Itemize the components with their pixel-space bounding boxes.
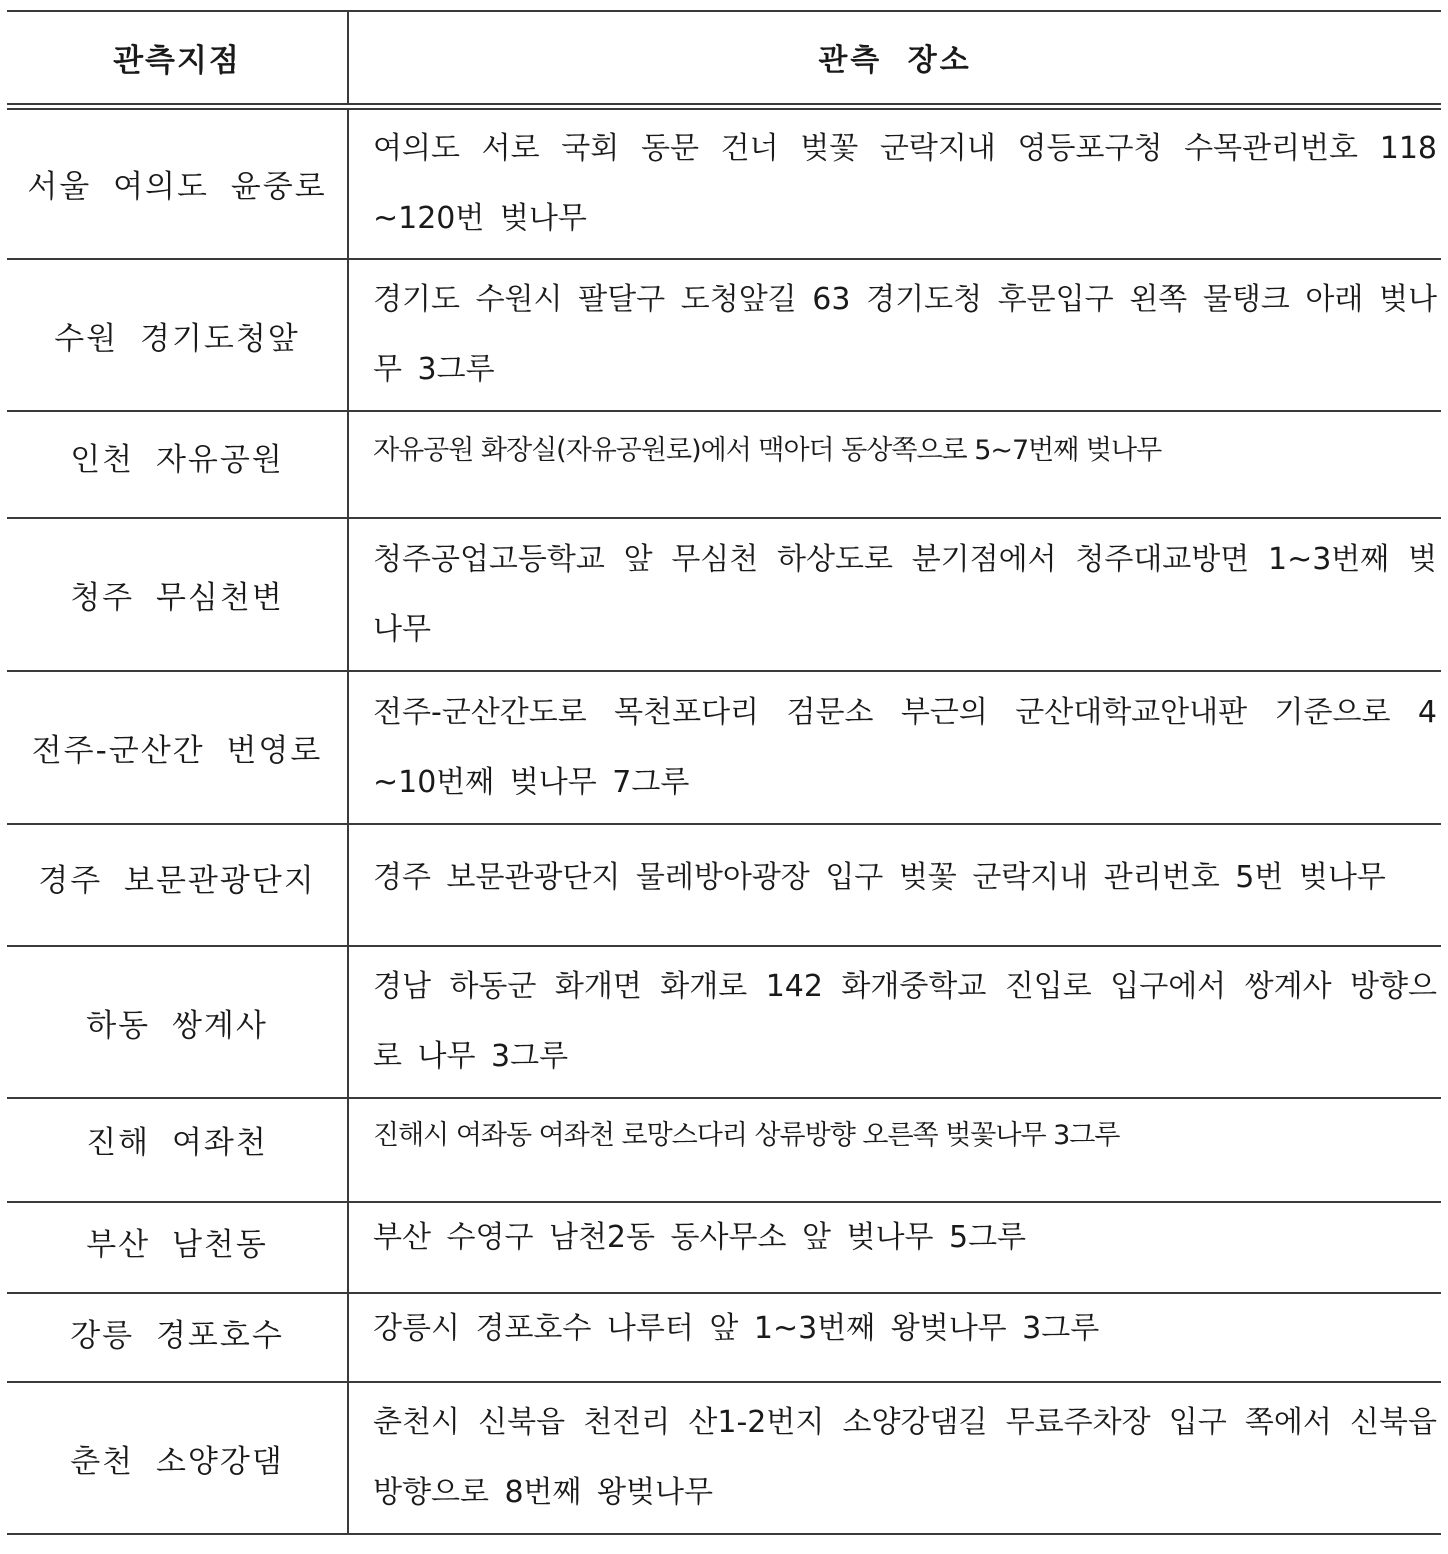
table-row — [7, 1202, 1441, 1293]
site-location: 여의도 서로 국회 동문 건너 벚꽃 군락지내 영등포구청 수목관리번호 118 ~120번 벚나무 — [373, 130, 1437, 236]
site-name: 인천 자유공원 — [7, 411, 348, 518]
site-name: 경주 보문관광단지 — [7, 824, 348, 946]
table-row — [7, 518, 1441, 671]
site-name: 진해 여좌천 — [7, 1098, 348, 1202]
table-row — [7, 946, 1441, 1098]
header-site: 관측지점 — [7, 11, 348, 106]
site-location: 강릉시 경포호수 나루터 앞 1~3번째 왕벚나무 3그루 — [373, 1311, 1100, 1346]
site-name: 부산 남천동 — [7, 1202, 348, 1293]
site-location: 진해시 여좌동 여좌천 로망스다리 상류방향 오른쪽 벚꽃나무 3그루 — [373, 1120, 1120, 1151]
site-name: 춘천 소양강댐 — [7, 1382, 348, 1534]
table-row — [7, 671, 1441, 824]
site-location: 전주-군산간도로 목천포다리 검문소 부근의 군산대학교안내판 기준으로 4 ~10번째 벚나무 7그루 — [373, 694, 1437, 800]
site-location: 경기도 수원시 팔달구 도청앞길 63 경기도청 후문입구 왼쪽 물탱크 아래 벚나무 3그루 — [373, 282, 1437, 387]
site-name: 강릉 경포호수 — [7, 1293, 348, 1382]
site-name: 하동 쌍계사 — [7, 946, 348, 1098]
table-row — [7, 824, 1441, 946]
table-row — [7, 411, 1441, 518]
site-location: 자유공원 화장실(자유공원로)에서 맥아더 동상쪽으로 5~7번째 벚나무 — [373, 435, 1162, 466]
table-row — [7, 259, 1441, 411]
table-row — [7, 1293, 1441, 1382]
site-location: 경남 하동군 화개면 화개로 142 화개중학교 진입로 입구에서 쌍계사 방향으로 나무 3그루 — [373, 969, 1437, 1074]
table-row — [7, 106, 1441, 259]
site-name: 청주 무심천변 — [7, 518, 348, 671]
table-header-row — [7, 11, 1441, 106]
table-row — [7, 1382, 1441, 1534]
site-name: 전주-군산간 번영로 — [7, 671, 348, 824]
site-location: 청주공업고등학교 앞 무심천 하상도로 분기점에서 청주대교방면 1~3번째 벚나무 — [373, 541, 1437, 647]
site-name: 수원 경기도청앞 — [7, 259, 348, 411]
site-location: 부산 수영구 남천2동 동사무소 앞 벚나무 5그루 — [373, 1220, 1027, 1255]
site-location: 춘천시 신북읍 천전리 산1-2번지 소양강댐길 무료주차장 입구 쪽에서 신북읍 방향으로 8번째 왕벚나무 — [373, 1405, 1437, 1510]
header-location: 관측 장소 — [818, 43, 972, 79]
site-name: 서울 여의도 윤중로 — [7, 106, 348, 259]
table-row — [7, 1098, 1441, 1202]
observation-sites-table — [7, 10, 1441, 1535]
site-location: 경주 보문관광단지 물레방아광장 입구 벚꽃 군락지내 관리번호 5번 벚나무 — [373, 860, 1386, 895]
